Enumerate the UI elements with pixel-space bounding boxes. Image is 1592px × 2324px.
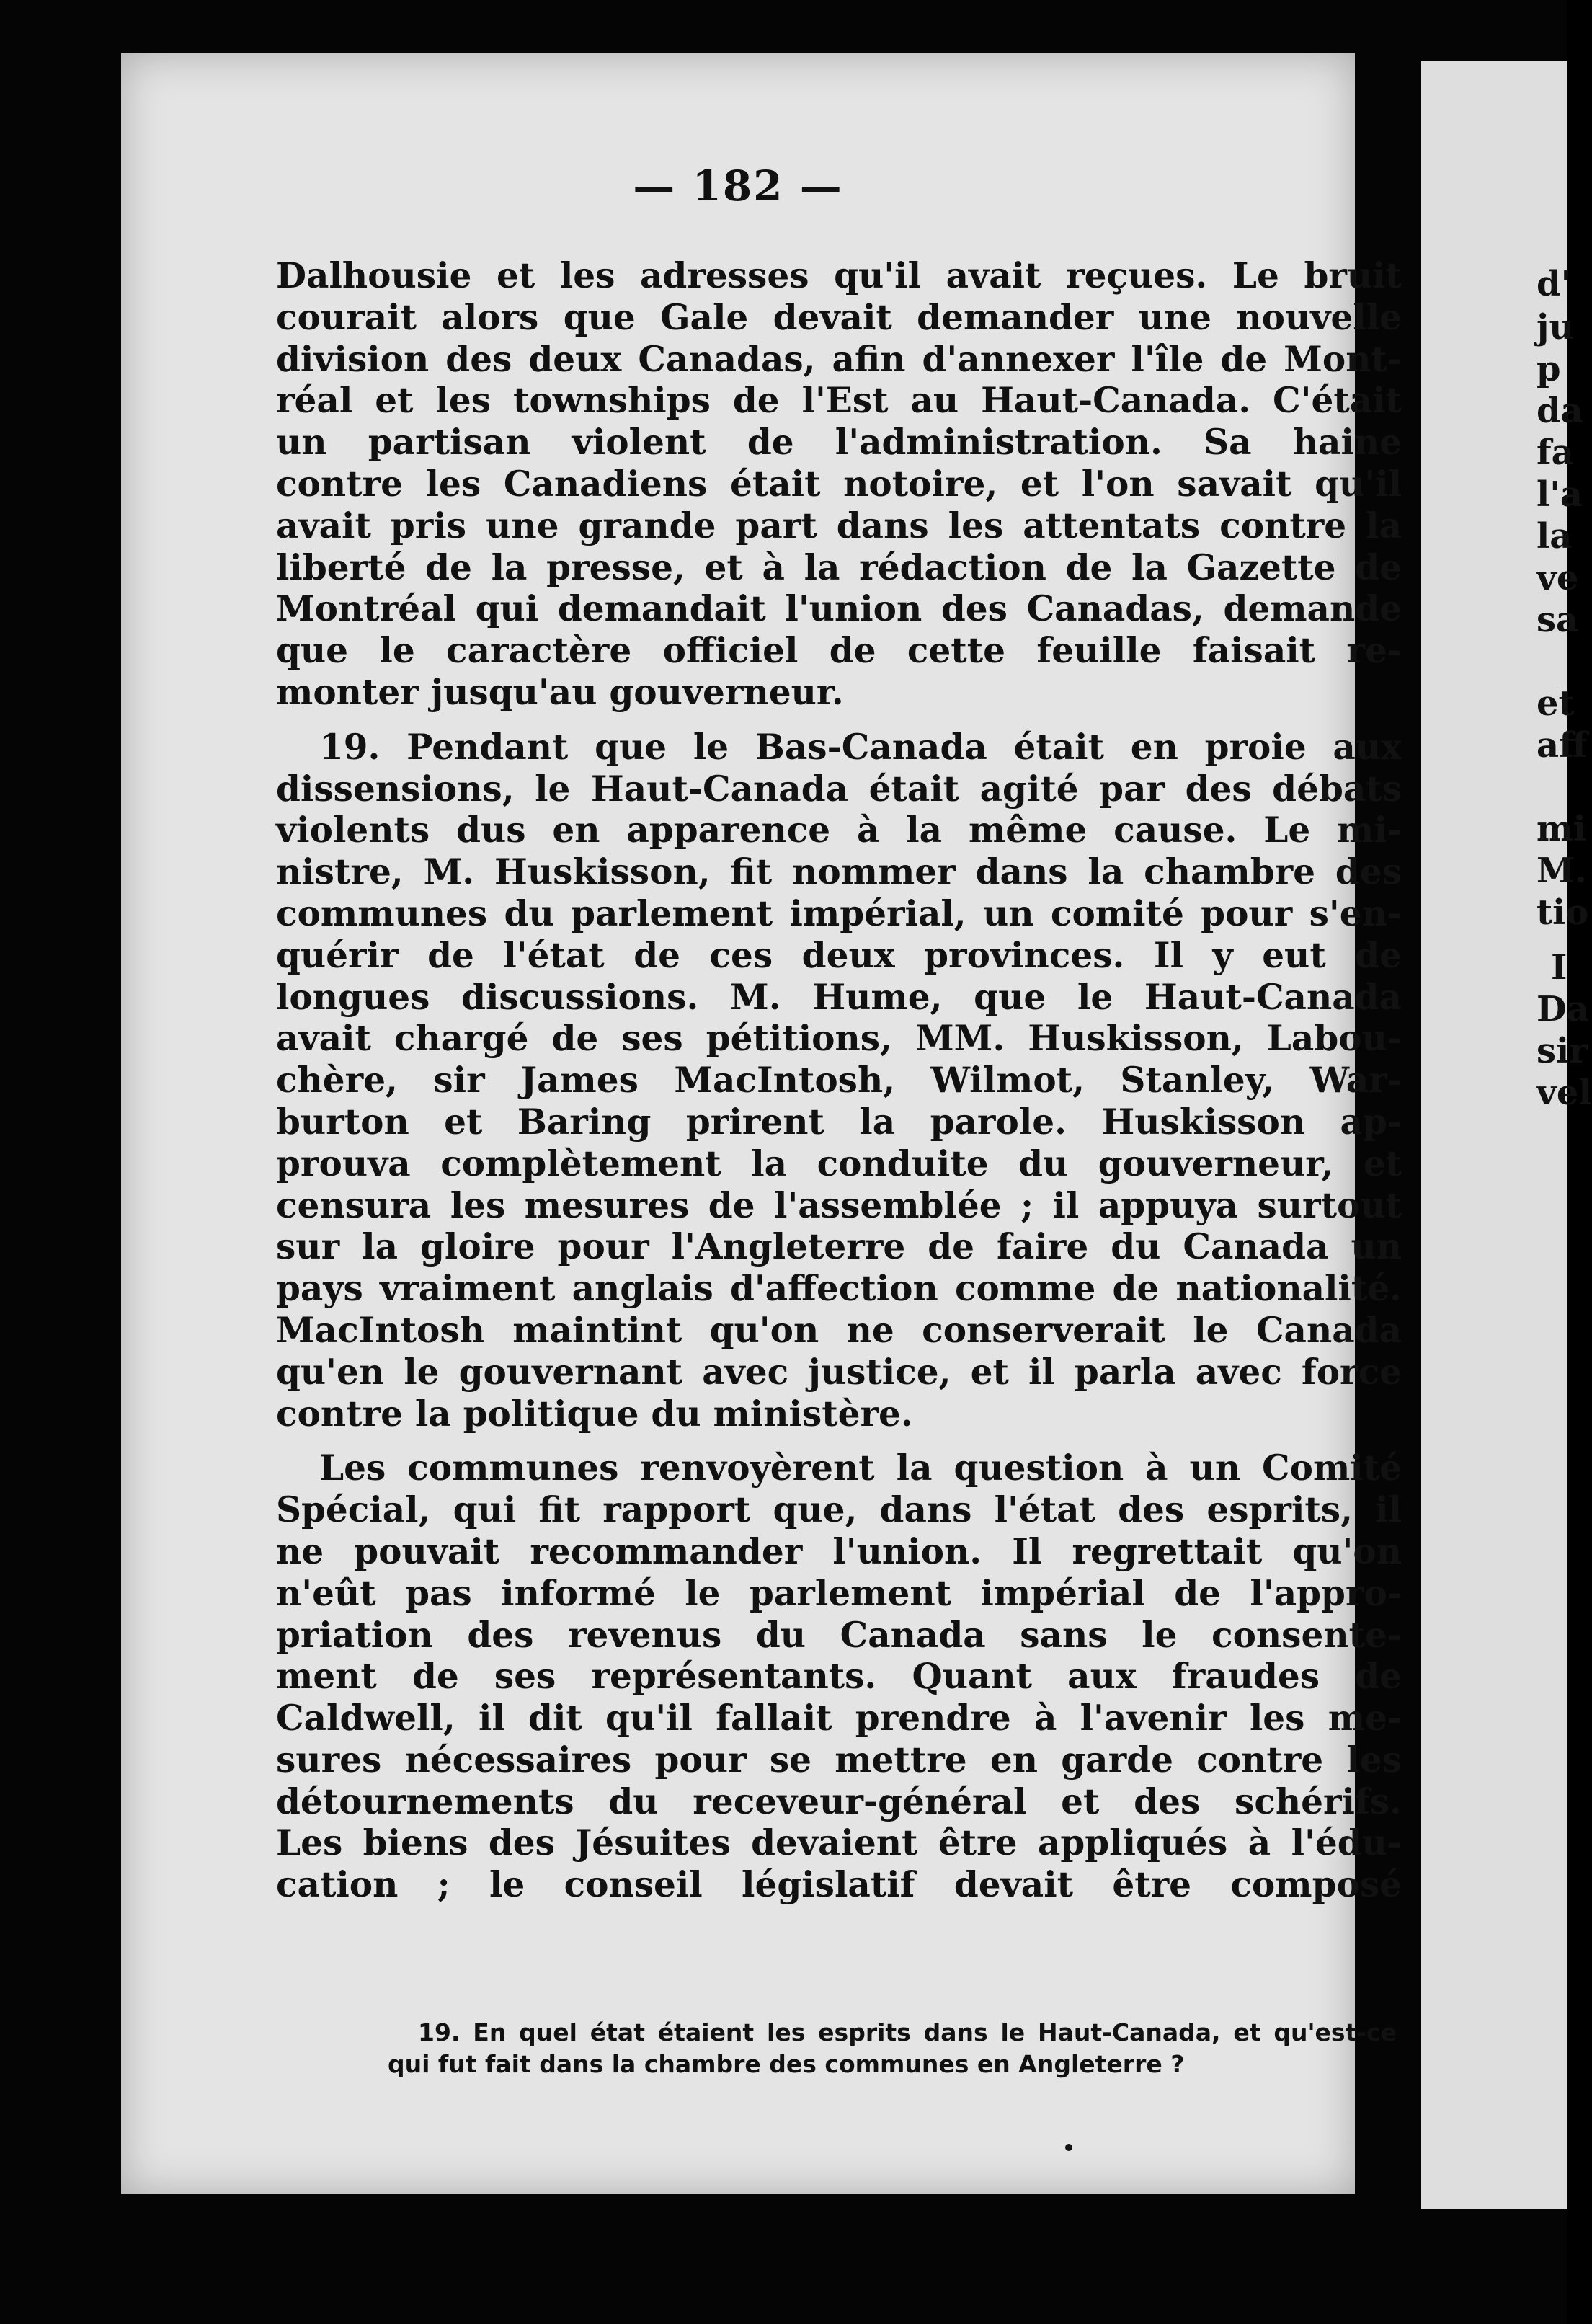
text-line: réal et les townships de l'Est au Haut-Canada. C'était xyxy=(276,380,1402,422)
text-line: ne pouvait recommander l'union. Il regrettait qu'on xyxy=(276,1530,1402,1572)
facing-page-fragment: tio xyxy=(1537,892,1589,933)
footnote-line: qui fut fait dans la chambre des communes en Angleterre ? xyxy=(388,2050,1185,2078)
text-line: 19. Pendant que le Bas-Canada était en proie aux xyxy=(319,726,1402,768)
footnote-question xyxy=(388,2017,1397,2080)
text-line: avait chargé de ses pétitions, MM. Huskisson, Labou- xyxy=(276,1018,1402,1060)
text-line: qu'en le gouvernant avec justice, et il parla avec force xyxy=(276,1351,1402,1393)
book-page xyxy=(121,53,1402,2194)
facing-page-fragment: vel xyxy=(1537,1073,1592,1113)
facing-page-fragment: l'a xyxy=(1537,474,1583,515)
text-line: censura les mesures de l'assemblée ; il appuya surtout xyxy=(276,1184,1402,1226)
text-line: Spécial, qui fit rapport que, dans l'état des esprits, il xyxy=(276,1489,1402,1531)
facing-page-fragment: aff xyxy=(1537,725,1588,766)
text-line: Les biens des Jésuites devaient être appliqués à l'édu- xyxy=(276,1822,1402,1864)
footnote-line: 19. En quel état étaient les esprits dans le Haut-Canada, et qu'est-ce xyxy=(418,2018,1397,2046)
body-text xyxy=(276,255,1402,1906)
paragraph-1 xyxy=(276,255,1402,714)
text-line: contre la politique du ministère. xyxy=(276,1393,913,1434)
text-line: chère, sir James MacIntosh, Wilmot, Stanley, War- xyxy=(276,1060,1402,1101)
text-line: nistre, M. Huskisson, fit nommer dans la chambre des xyxy=(276,851,1402,893)
text-line: communes du parlement impérial, un comité pour s'en- xyxy=(276,892,1402,934)
text-line: Caldwell, il dit qu'il fallait prendre à l'avenir les me- xyxy=(276,1698,1402,1739)
facing-page-fragment: p xyxy=(1537,349,1561,389)
text-line: pays vraiment anglais d'affection comme de nationalité. xyxy=(276,1268,1402,1310)
text-line: prouva complètement la conduite du gouverneur, et xyxy=(276,1143,1402,1184)
facing-page-fragment: I xyxy=(1551,947,1567,988)
text-line: cation ; le conseil législatif devait être composé xyxy=(276,1864,1402,1906)
text-line: burton et Baring prirent la parole. Huskisson ap- xyxy=(276,1101,1402,1143)
facing-page-fragment: d' xyxy=(1537,264,1572,304)
facing-page-fragment: M. xyxy=(1537,851,1587,891)
text-line: Les communes renvoyèrent la question à un Comité xyxy=(319,1447,1402,1489)
text-line: monter jusqu'au gouverneur. xyxy=(276,671,844,713)
paragraph-3 xyxy=(276,1447,1402,1906)
text-line: dissensions, le Haut-Canada était agité par des débats xyxy=(276,768,1402,810)
text-line: division des deux Canadas, afin d'annexer l'île de Mont- xyxy=(276,338,1402,380)
paragraph-2 xyxy=(276,727,1402,1435)
facing-page-fragment: fa xyxy=(1537,433,1574,473)
facing-page-fragment: Da xyxy=(1537,989,1589,1029)
text-line: sures nécessaires pour se mettre en garde contre les xyxy=(276,1739,1402,1780)
facing-page-fragment: sir xyxy=(1537,1031,1588,1071)
facing-page-fragment: la xyxy=(1537,516,1573,556)
text-line: contre les Canadiens était notoire, et l'on savait qu'il xyxy=(276,463,1402,505)
facing-page-fragment: mi xyxy=(1537,809,1587,849)
text-line: Dalhousie et les adresses qu'il avait reçues. Le bruit xyxy=(276,255,1402,296)
facing-page-edge xyxy=(1421,61,1592,2209)
text-line: quérir de l'état de ces deux provinces. Il y eut de xyxy=(276,934,1402,976)
text-line: MacIntosh maintint qu'on ne conserverait le Canada xyxy=(276,1309,1402,1351)
text-line: un partisan violent de l'administration. Sa haine xyxy=(276,422,1402,464)
text-line: ment de ses représentants. Quant aux fraudes de xyxy=(276,1656,1402,1698)
ink-speck xyxy=(1065,2144,1072,2151)
text-line: priation des revenus du Canada sans le consente- xyxy=(276,1614,1402,1656)
text-line: avait pris une grande part dans les attentats contre la xyxy=(276,505,1402,546)
page-number: — 182 — xyxy=(633,161,843,210)
text-line: sur la gloire pour l'Angleterre de faire du Canada un xyxy=(276,1226,1402,1268)
text-line: longues discussions. M. Hume, que le Haut-Canada xyxy=(276,976,1402,1018)
text-line: violents dus en apparence à la même cause. Le mi- xyxy=(276,810,1402,851)
text-line: détournements du receveur-général et des schérifs. xyxy=(276,1780,1402,1822)
text-line: que le caractère officiel de cette feuille faisait re- xyxy=(276,630,1402,672)
facing-page-fragment: da xyxy=(1537,391,1583,431)
facing-page-fragment: et xyxy=(1537,683,1575,724)
text-line: liberté de la presse, et à la rédaction de la Gazette de xyxy=(276,546,1402,588)
facing-page-fragment: ju xyxy=(1537,307,1575,347)
text-line: courait alors que Gale devait demander une nouvelle xyxy=(276,296,1402,338)
text-line: Montréal qui demandait l'union des Canadas, demande xyxy=(276,588,1402,630)
facing-page-fragment: ve xyxy=(1537,558,1579,598)
text-line: n'eût pas informé le parlement impérial de l'appro- xyxy=(276,1572,1402,1614)
facing-page-fragment: sa xyxy=(1537,600,1579,640)
